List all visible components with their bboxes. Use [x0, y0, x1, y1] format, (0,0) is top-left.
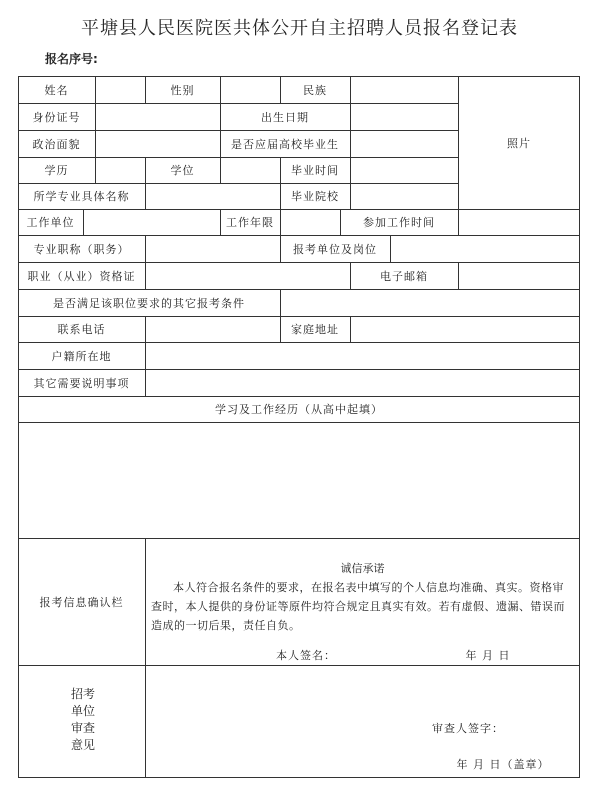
photo-label: 照片 — [507, 136, 531, 150]
reviewer-sign-label: 审查人签字： — [432, 722, 504, 735]
work-start-label: 参加工作时间 — [363, 216, 435, 229]
ethnicity-label: 民族 — [303, 83, 327, 97]
self-sign-label: 本人签名： — [276, 649, 336, 662]
home-address-label: 家庭地址 — [291, 323, 339, 336]
unit-review-area[interactable] — [146, 666, 578, 776]
household-label: 户籍所在地 — [51, 349, 112, 363]
fresh-graduate-label: 是否应届高校毕业生 — [231, 137, 339, 151]
self-sign-date: 年 月 日 — [465, 649, 511, 662]
ethnicity-input[interactable] — [351, 77, 457, 102]
education-label: 学历 — [44, 164, 69, 177]
graduate-school-label: 毕业院校 — [291, 190, 339, 203]
title-rank-label: 专业职称（职务） — [33, 242, 130, 256]
birth-date-input[interactable] — [351, 104, 457, 129]
email-label: 电子邮箱 — [380, 269, 428, 283]
birth-date-label: 出生日期 — [261, 110, 309, 124]
qualification-label: 职业（从业）资格证 — [27, 269, 136, 283]
political-status-input[interactable] — [96, 131, 219, 156]
graduation-time-label: 毕业时间 — [291, 164, 339, 177]
id-number-input[interactable] — [96, 104, 219, 129]
info-confirm-label: 报考信息确认栏 — [39, 595, 124, 609]
form-title: 平塘县人民医院医共体公开自主招聘人员报名登记表 — [81, 18, 518, 39]
experience-header: 学习及工作经历（从高中起填） — [215, 403, 383, 416]
pledge-title: 诚信承诺 — [340, 562, 385, 575]
work-years-label: 工作年限 — [226, 216, 274, 229]
degree-label: 学位 — [170, 164, 195, 177]
phone-label: 联系电话 — [57, 323, 106, 336]
name-input[interactable] — [96, 77, 144, 102]
name-label: 姓名 — [44, 83, 69, 97]
unit-review-label: 招考 单位 审查 意见 — [70, 687, 95, 752]
registration-form — [18, 76, 580, 778]
gender-input[interactable] — [221, 77, 279, 102]
other-notes-label: 其它需要说明事项 — [33, 376, 130, 390]
political-status-label: 政治面貌 — [32, 137, 81, 151]
work-unit-label: 工作单位 — [26, 216, 75, 229]
review-date-seal: 年 月 日（盖章） — [456, 758, 550, 771]
apply-unit-label: 报考单位及岗位 — [293, 242, 377, 256]
fresh-graduate-input[interactable] — [351, 131, 457, 156]
major-label: 所学专业具体名称 — [33, 190, 130, 203]
experience-area[interactable] — [19, 423, 579, 538]
pledge-body: 本人符合报名条件的要求，在报名表中填写的个人信息均准确、真实。资格审查时，本人提供的身份证等原件均符合规定且真实有效。若有虚假、遗漏、错误而造成的一切后果，责任自负。 — [151, 581, 565, 632]
gender-label: 性别 — [170, 83, 195, 97]
id-number-label: 身份证号 — [32, 110, 81, 124]
other-conditions-label: 是否满足该职位要求的其它报考条件 — [53, 296, 245, 310]
serial-number-label: 报名序号: — [45, 52, 98, 66]
